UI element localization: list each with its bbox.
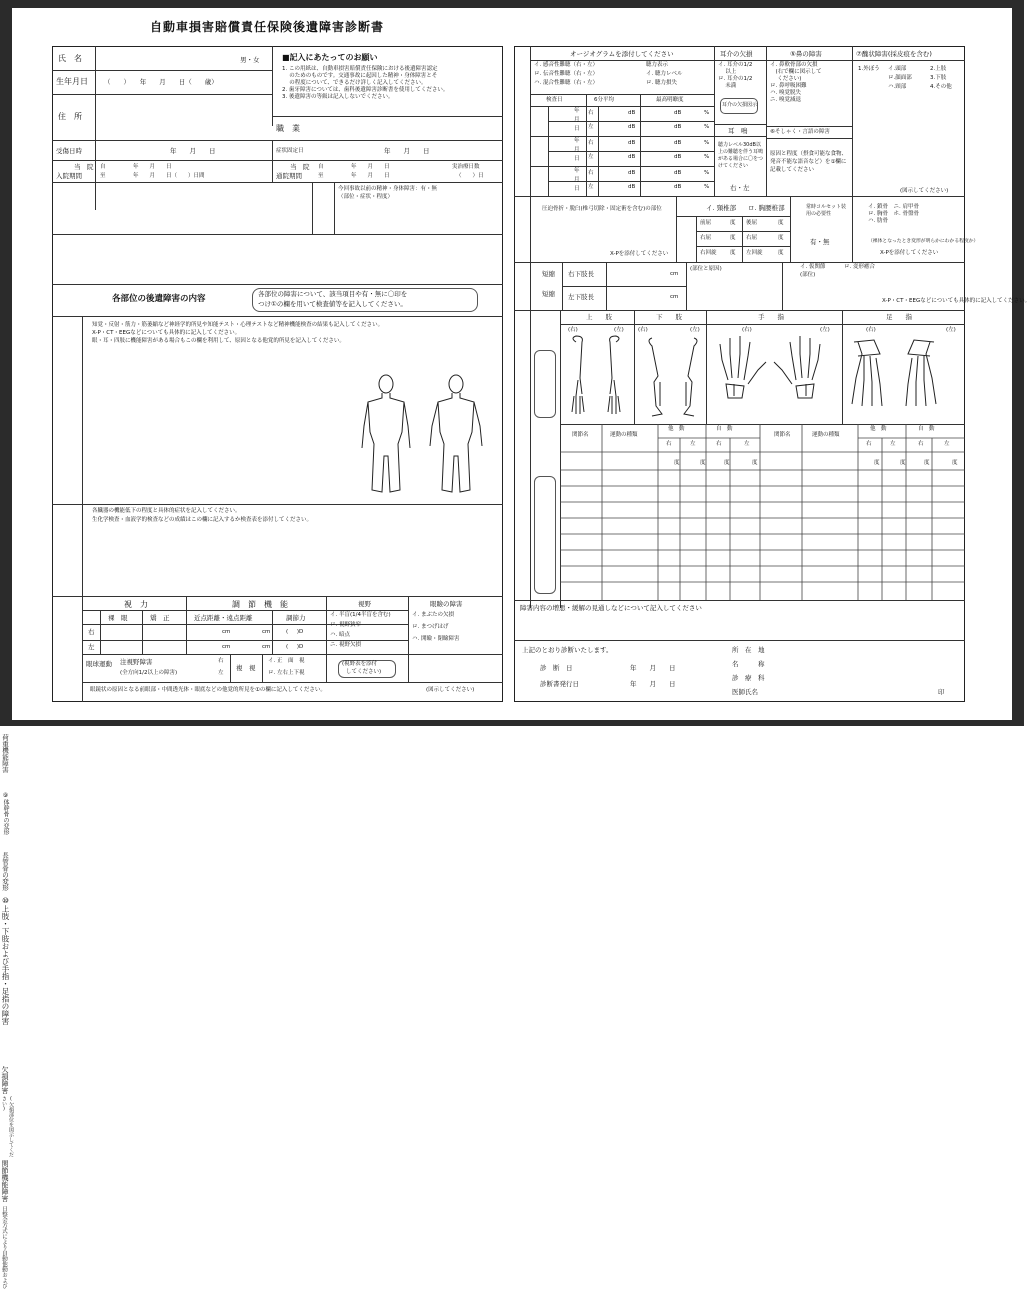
body-back-figure (430, 375, 482, 492)
body-diagram (360, 370, 500, 502)
arm-right-bones (572, 336, 584, 414)
joint-table-grid (560, 424, 965, 600)
cert-text: 上記のとおり診断いたします。 (522, 646, 613, 654)
received-value[interactable]: 年 月 日 (170, 147, 216, 155)
field-list[interactable]: イ. 半盲(1/4半盲を含む) ロ. 視野狭窄 ハ. 暗点 ニ. 視野欠損 (330, 612, 391, 648)
accommodation-right[interactable]: ( )D (286, 629, 304, 635)
fixed-value[interactable]: 年 月 日 (384, 147, 430, 155)
outpatient-from[interactable]: 自 年 月 日 (318, 164, 390, 170)
ear-loss-list[interactable]: イ. 耳介の1/2 以上 ロ. 耳介の1/2 未満 (718, 62, 753, 89)
sex-options[interactable]: 男・女 (240, 56, 260, 64)
outpatient-label: 当 院 (290, 163, 310, 171)
scar-header: ⑦醜状障害(採皮痕を含む) (856, 50, 932, 58)
skeleton-diagram (562, 334, 964, 422)
joint-note-box (534, 476, 556, 594)
nose-header: ⑤鼻の障害 (790, 50, 822, 58)
lid-header: 眼瞼の障害 (430, 600, 463, 608)
foot-left-bones (906, 340, 936, 406)
trunk-bone-list[interactable]: イ. 鎖骨 ニ. 肩甲骨 ロ. 胸骨 ホ. 骨盤骨 ハ. 肋骨 (868, 204, 919, 224)
leg-left-bones (684, 338, 697, 416)
eye-footer-note: 眼鏡状の原因となる前眼部・中間透光体・眼底などの他覚的所見を①の欄に記入してください。 (90, 687, 326, 693)
tinnitus-text: 聴力レベル30dB以上の難聴を伴う耳鳴がある場合に〇をつけてください (718, 142, 764, 169)
leg-right-bones (649, 338, 662, 416)
tinnitus-lr[interactable]: 右・左 (730, 184, 750, 192)
corset-choice[interactable]: 有・無 (810, 238, 830, 246)
visit-days-label: 実治療日数 (452, 164, 480, 170)
accommodation-header: 調 節 機 能 (232, 600, 288, 609)
field-header: 視野 (358, 600, 371, 608)
seal-mark: 印 (938, 688, 945, 696)
vision-header: 視 力 (124, 600, 148, 609)
fixed-label: 症状固定日 (276, 148, 304, 154)
job-label: 職 業 (276, 124, 300, 133)
form-title: 自動車損害賠償責任保険後遺障害診断書 (150, 20, 385, 34)
hand-left-bones (774, 336, 820, 398)
notice-list: 1. この用紙は、自動車損害賠償責任保険における後遺障害認定 のためのものです。交通事故に起因した精神・身体障害とそ の程度について、できるだけ詳しく記入してください。 2. 歯牙障害については、歯科後遺障害診断書を使用してください。 3. 後遺障害の等級は記入しないでください。 (282, 66, 449, 100)
body-front-figure (362, 375, 410, 492)
audio-type-list[interactable]: イ. 感音性難聴（右・左） ロ. 伝音性難聴（右・左） ハ. 混合性難聴（右・左） (534, 62, 598, 86)
issue-date-value[interactable]: 年 月 日 (630, 680, 676, 688)
lack-note-box (534, 350, 556, 418)
notice-title: ■記入にあたってのお願い (282, 53, 378, 62)
accommodation-left[interactable]: ( )D (286, 644, 304, 650)
section-title: 各部位の後遺障害の内容 (112, 294, 206, 304)
inpatient-from[interactable]: 自 年 月 日 (100, 164, 172, 170)
nose-list[interactable]: イ. 鼻軟骨部の欠損 (右で欄に図示して ください) ロ. 鼻呼吸困難 ハ. 嗅覚脱失 ニ. 嗅覚減退 (770, 62, 822, 103)
birth-label: 生年月日 (56, 77, 88, 86)
joint-table (560, 424, 965, 600)
inpatient-to[interactable]: 至 年 月 日（ ）日間 (100, 173, 205, 179)
inpatient-label: 当 院 (74, 163, 94, 171)
existing-text[interactable]: 今回事故以前の精神・身体障害：有・無 (338, 186, 438, 192)
speech-header: ⑥そしゃく・言語の障害 (770, 129, 830, 135)
address-label: 住 所 (58, 112, 82, 121)
birth-value[interactable]: （ ） 年 月 日（ 歳） (104, 78, 218, 86)
lid-list[interactable]: イ. まぶたの欠損 ロ. まつげはげ ハ. 開瞼・閉瞼障害 (412, 612, 460, 642)
foot-right-bones (852, 340, 882, 406)
audiogram-note: オージオグラムを添付してください (570, 50, 674, 58)
arm-left-bones (608, 336, 620, 414)
name-label: 氏 名 (58, 54, 82, 63)
received-label: 受傷日時 (56, 147, 82, 155)
hand-right-bones (720, 336, 766, 398)
section10-label: ⑩上肢・下肢および手指・足指の障害 (1, 896, 10, 1025)
ear-loss-header: 耳介の欠損 (720, 50, 753, 58)
hearing-display-list[interactable]: 聴力表示 イ. 聴力レベル ロ. 聴力損失 (646, 62, 683, 86)
diag-date-value[interactable]: 年 月 日 (630, 664, 676, 672)
outpatient-to[interactable]: 至 年 月 日 (318, 173, 390, 179)
future-note: 障害内容の増悪・緩解の見通しなどについて記入してください (520, 604, 702, 612)
